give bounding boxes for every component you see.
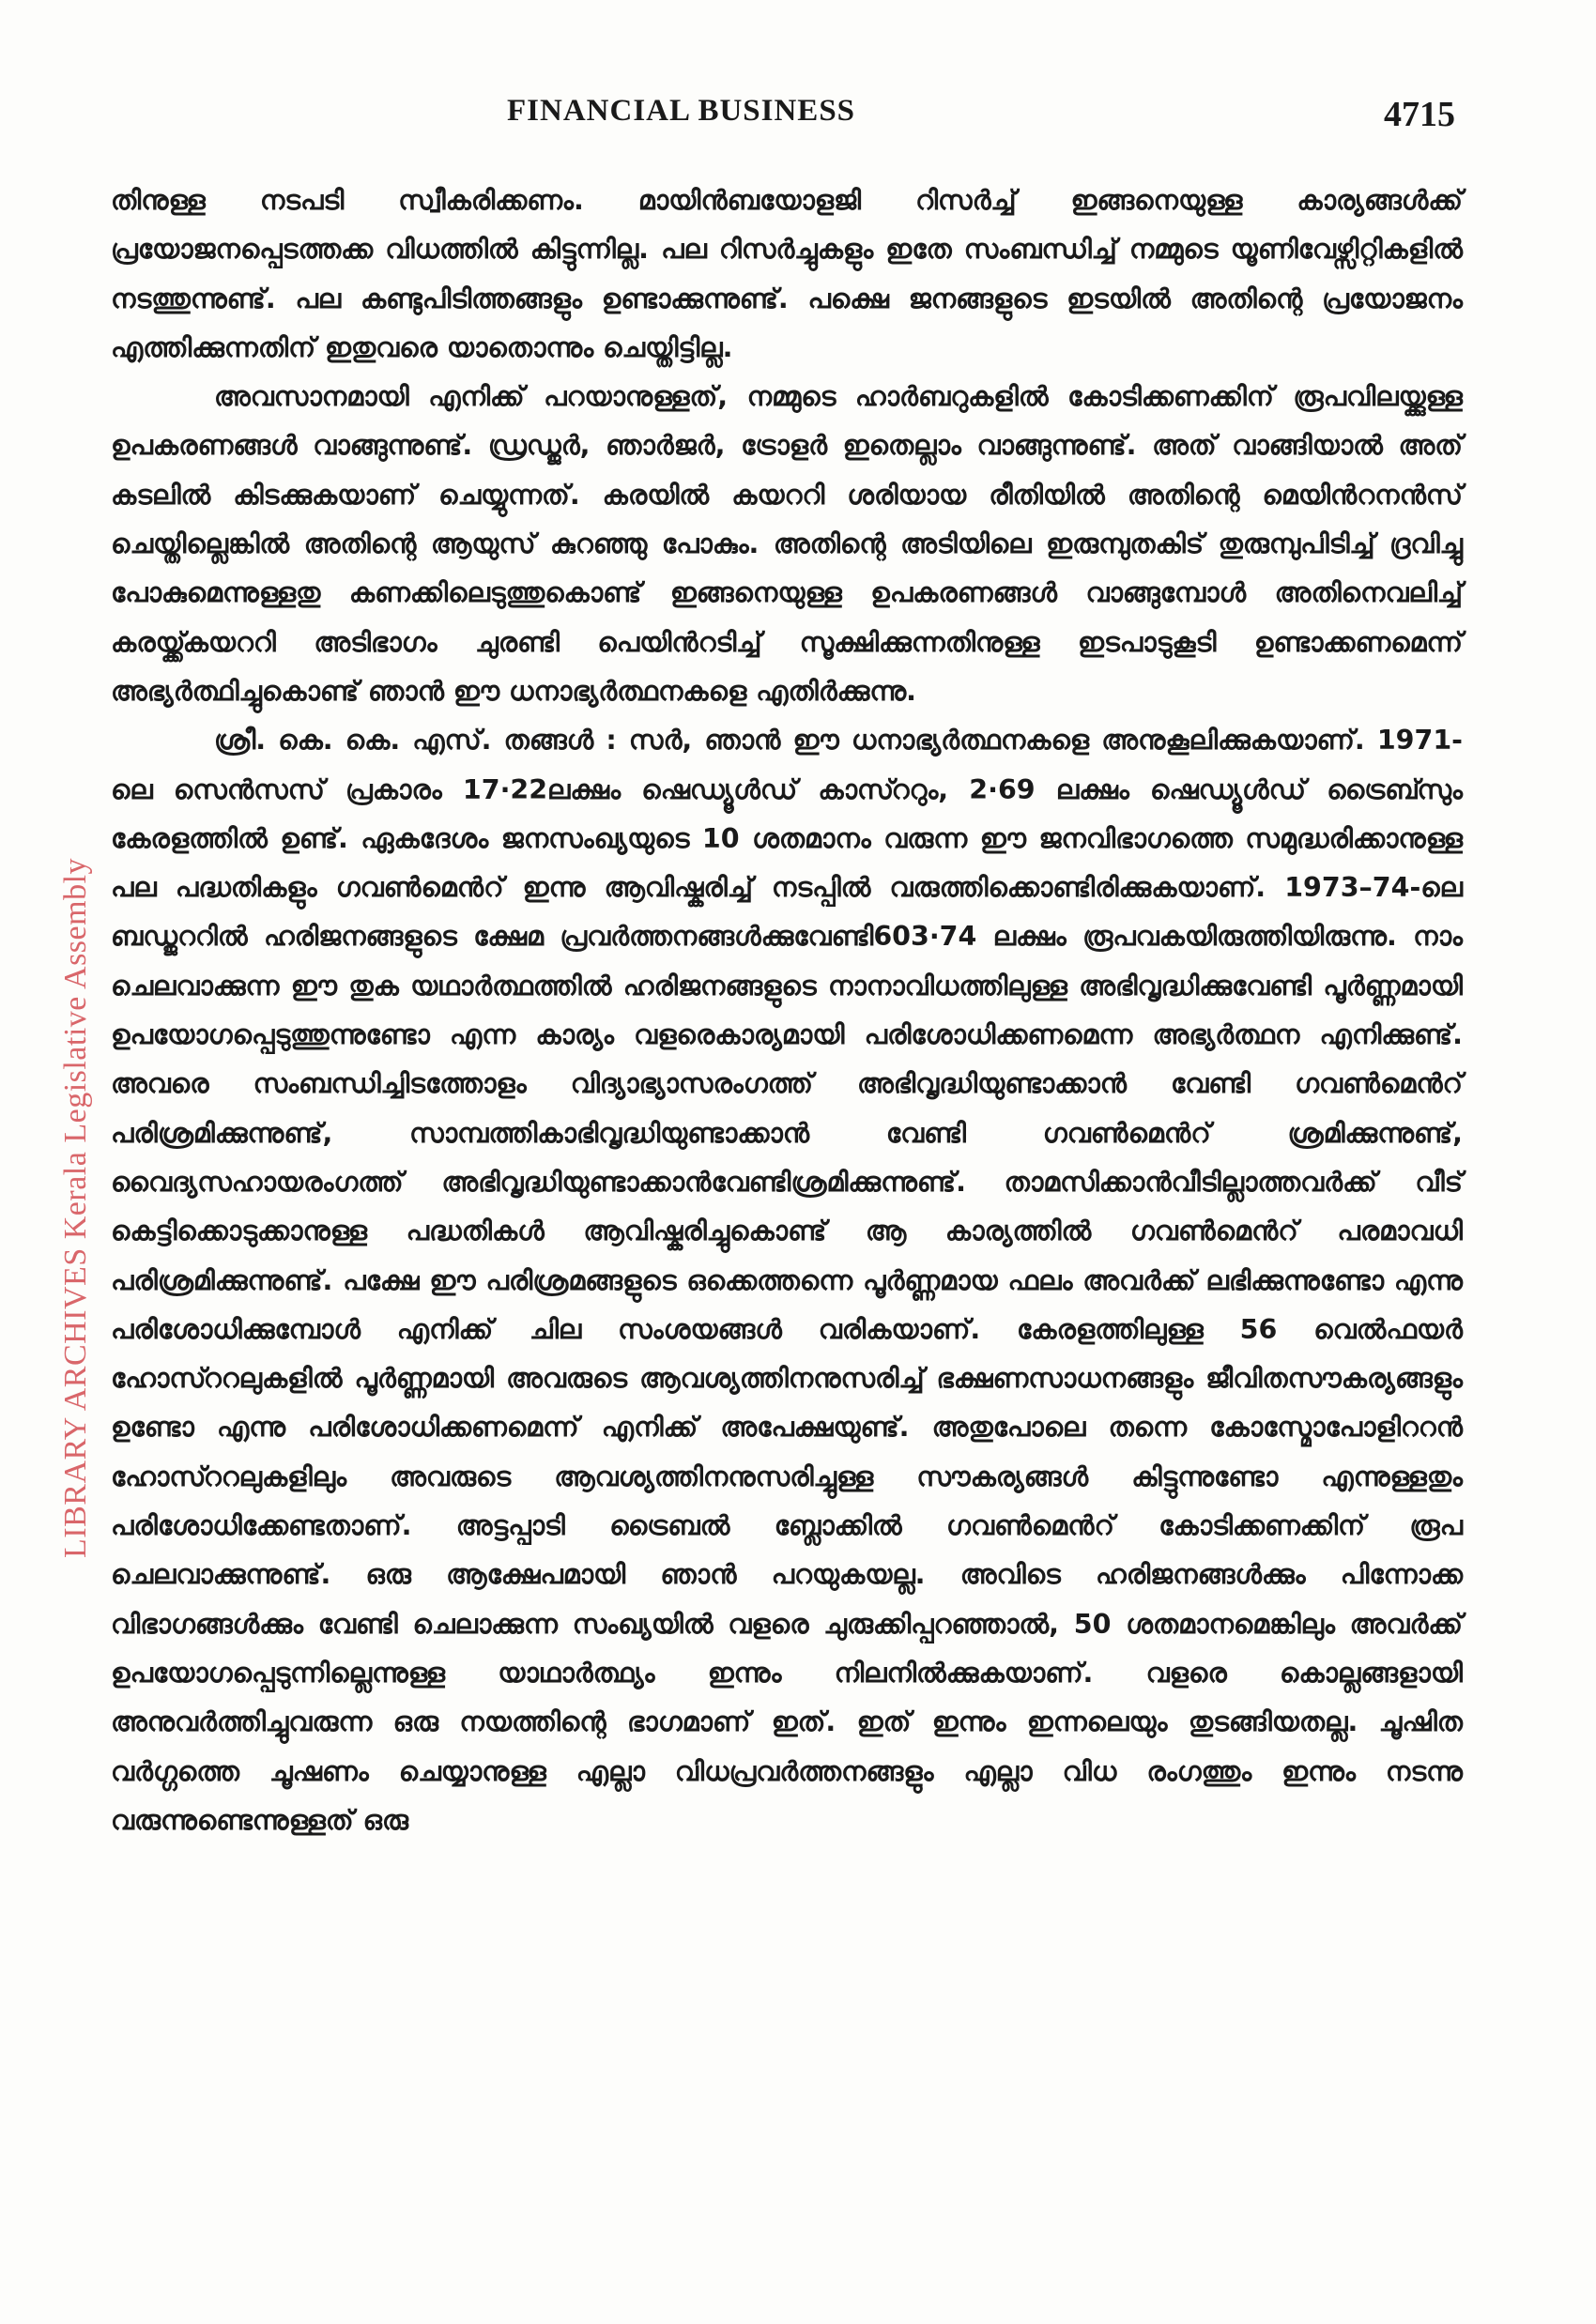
page-header <box>113 94 1455 150</box>
paragraph-3: ശ്രീ. കെ. കെ. എസ്. തങ്ങൾ : സർ, ഞാൻ ഈ ധനാഭ്യർത്ഥനകളെ അനുകൂലിക്കുകയാണ്. 1971-ലെ സെൻസസ് പ്രകാരം 17·22ലക്ഷം ഷെഡ്യൂൾഡ് കാസ്ററും, 2·69 ലക്ഷം ഷെഡ്യൂൾഡ് ട്രൈബ്സും കേരളത്തിൽ ഉണ്ട്. ഏകദേശം ജനസംഖ്യയുടെ 10 ശതമാനം വരുന്ന ഈ ജനവിഭാഗത്തെ സമുദ്ധരിക്കാനുള്ള പല പദ്ധതികളും ഗവൺമെൻറ് ഇന്നു ആവിഷ്കരിച്ച് നടപ്പിൽ വരുത്തിക്കൊണ്ടിരിക്കുകയാണ്. 1973–74-ലെ ബഡ്ജററിൽ ഹരിജനങ്ങളുടെ ക്ഷേമ പ്രവർത്തനങ്ങൾക്കുവേണ്ടി603·74 ലക്ഷം രൂപവകയിരുത്തിയിരുന്നു. നാം ചെലവാക്കുന്ന ഈ തുക യഥാർത്ഥത്തിൽ ഹരിജനങ്ങളുടെ നാനാവിധത്തിലുള്ള അഭിവൃദ്ധിക്കുവേണ്ടി പൂർണ്ണമായി ഉപയോഗപ്പെടുത്തുന്നുണ്ടോ എന്ന കാര്യം വളരെകാര്യമായി പരിശോധിക്കണമെന്ന അഭ്യർത്ഥന എനിക്കുണ്ട്. അവരെ സംബന്ധിച്ചിടത്തോളം വിദ്യാഭ്യാസരംഗത്ത് അഭിവൃദ്ധിയുണ്ടാക്കാൻ വേണ്ടി ഗവൺമെൻറ് പരിശ്രമിക്കുന്നുണ്ട്, സാമ്പത്തികാഭിവൃദ്ധിയുണ്ടാക്കാൻ വേണ്ടി ഗവൺമെൻറ് ശ്രമിക്കുന്നുണ്ട്, വൈദ്യസഹായരംഗത്ത് അഭിവൃദ്ധിയുണ്ടാക്കാൻവേണ്ടിശ്രമിക്കുന്നുണ്ട്. താമസിക്കാൻവീടില്ലാത്തവർക്ക് വീട് കെട്ടിക്കൊടുക്കാനുള്ള പദ്ധതികൾ ആവിഷ്കരിച്ചുകൊണ്ട് ആ കാര്യത്തിൽ ഗവൺമെൻറ് പരമാവധി പരിശ്രമിക്കുന്നുണ്ട്. പക്ഷേ ഈ പരിശ്രമങ്ങളുടെ ഒക്കെത്തന്നെ പൂർണ്ണമായ ഫലം അവർക്ക് ലഭിക്കുന്നുണ്ടോ എന്നു പരിശോധിക്കുമ്പോൾ എനിക്ക് ചില സംശയങ്ങൾ വരികയാണ്. കേരളത്തിലുള്ള 56 വെൽഫയർ ഹോസ്ററലുകളിൽ പൂർണ്ണമായി അവരുടെ ആവശ്യത്തിനനുസരിച്ച് ഭക്ഷണസാധനങ്ങളും ജീവിതസൗകര്യങ്ങളും ഉണ്ടോ എന്നു പരിശോധിക്കണമെന്ന് എനിക്ക് അപേക്ഷയുണ്ട്. അതുപോലെ തന്നെ കോസ്മോപോളിററൻ ഹോസ്ററലുകളിലും അവരുടെ ആവശ്യത്തിനനുസരിച്ചുള്ള സൗകര്യങ്ങൾ കിട്ടുന്നുണ്ടോ എന്നുള്ളതും പരിശോധിക്കേണ്ടതാണ്. അട്ടപ്പാടി ട്രൈബൽ ബ്ലോക്കിൽ ഗവൺമെൻറ് കോടിക്കണക്കിന് രൂപ ചെലവാക്കുന്നുണ്ട്. ഒരു ആക്ഷേപമായി ഞാൻ പറയുകയല്ല. അവിടെ ഹരിജനങ്ങൾക്കും പിന്നോക്ക വിഭാഗങ്ങൾക്കും വേണ്ടി ചെലാക്കുന്ന സംഖ്യയിൽ വളരെ ചുരുക്കിപ്പറഞ്ഞാൽ, 50 ശതമാനമെങ്കിലും അവർക്ക് ഉപയോഗപ്പെടുന്നില്ലെന്നുള്ള യാഥാർത്ഥ്യം ഇന്നും നിലനിൽക്കുകയാണ്. വളരെ കൊല്ലങ്ങളായി അനുവർത്തിച്ചുവരുന്ന ഒരു നയത്തിന്റെ ഭാഗമാണ് ഇത്. ഇത് ഇന്നും ഇന്നലെയും തുടങ്ങിയതല്ല. ചൂഷിത വർഗ്ഗത്തെ ചൂഷണം ചെയ്യാനുള്ള എല്ലാ വിധപ്രവർത്തനങ്ങളും എല്ലാ വിധ രംഗത്തും ഇന്നും നടന്നു വരുന്നുണ്ടെന്നുള്ളത് ഒരു <box>111 725 1463 1836</box>
archive-watermark: LIBRARY ARCHIVES Kerala Legislative Assembly <box>58 857 93 1558</box>
paragraph-1: തിനുള്ള നടപടി സ്വീകരിക്കണം. മായിൻബയോളജി റിസർച്ച് ഇങ്ങനെയുള്ള കാര്യങ്ങൾക്ക് പ്രയോജനപ്പെടത്തക്ക വിധത്തിൽ കിട്ടുന്നില്ല. പല റിസർച്ചുകളും ഇതേ സംബന്ധിച്ച് നമ്മുടെ യൂണിവേഴ്സിറ്റികളിൽ നടത്തുന്നുണ്ട്. പല കണ്ടുപിടിത്തങ്ങളും ഉണ്ടാക്കുന്നുണ്ട്. പക്ഷെ ജനങ്ങളുടെ ഇടയിൽ അതിന്റെ പ്രയോജനം എത്തിക്കുന്നതിന് ഇതുവരെ യാതൊന്നും ചെയ്തിട്ടില്ല. <box>111 185 1463 363</box>
running-title: FINANCIAL BUSINESS <box>507 94 856 128</box>
paragraph-2: അവസാനമായി എനിക്ക് പറയാനുള്ളത്, നമ്മുടെ ഹാർബറുകളിൽ കോടിക്കണക്കിന് രൂപവിലയ്ക്കുള്ള ഉപകരണങ്ങൾ വാങ്ങുന്നുണ്ട്. ഡ്രഡ്ജർ, ഞാർജർ, ട്രോളർ ഇതെല്ലാം വാങ്ങുന്നുണ്ട്. അത് വാങ്ങിയാൽ അത് കടലിൽ കിടക്കുകയാണ് ചെയ്യുന്നത്. കരയിൽ കയററി ശരിയായ രീതിയിൽ അതിന്റെ മെയിൻറനൻസ് ചെയ്തില്ലെങ്കിൽ അതിന്റെ ആയുസ് കുറഞ്ഞു പോകും. അതിന്റെ അടിയിലെ ഇരുമ്പുതകിട് തുരുമ്പുപിടിച്ച് ദ്രവിച്ചു പോകുമെന്നുള്ളതു കണക്കിലെടുത്തുകൊണ്ട് ഇങ്ങനെയുള്ള ഉപകരണങ്ങൾ വാങ്ങുമ്പോൾ അതിനെവലിച്ച് കരയ്ക്ക്കയററി അടിഭാഗം ചുരണ്ടി പെയിൻറടിച്ച് സൂക്ഷിക്കുന്നതിനുള്ള ഇടപാടുകൂടി ഉണ്ടാക്കണമെന്ന് അഭ്യർത്ഥിച്ചുകൊണ്ട് ഞാൻ ഈ ധനാഭ്യർത്ഥനകളെ എതിർക്കുന്നു. <box>111 381 1463 707</box>
document-body <box>111 176 1463 1845</box>
page-number: 4715 <box>1384 95 1455 134</box>
